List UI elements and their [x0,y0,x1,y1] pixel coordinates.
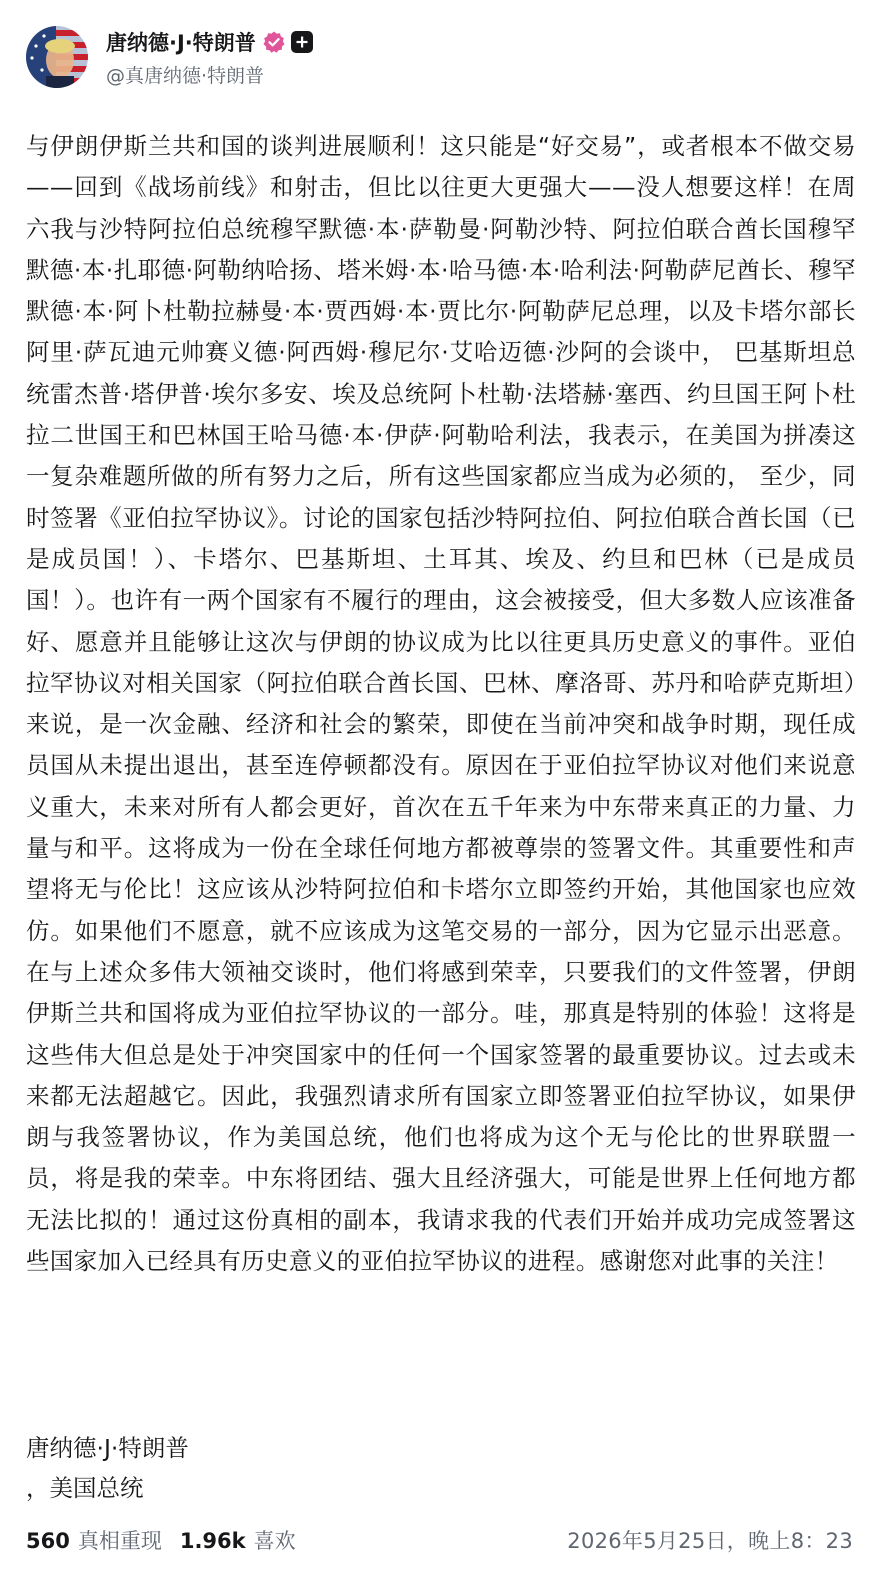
signature-name: 唐纳德·J·特朗普 [26,1434,189,1462]
likes-stat[interactable] [180,1525,296,1555]
post-stats [26,1525,296,1555]
avatar-image [26,26,88,88]
author-identity [106,27,313,88]
post-body [26,126,856,1282]
follow-button[interactable] [291,31,313,53]
retruths-label: 真相重现 [77,1529,162,1553]
post-footer [26,1522,853,1558]
retruths-count: 560 [26,1529,70,1553]
likes-count: 1.96k [179,1529,246,1553]
post-timestamp[interactable]: 2026年5月25日，晚上8：23 [567,1529,853,1553]
name-row [106,27,313,57]
verified-badge-icon [262,30,286,54]
plus-icon [295,35,309,49]
signature-title: ，美国总统 [26,1474,144,1502]
post-header [26,24,313,90]
avatar[interactable] [26,26,88,88]
retruths-stat[interactable] [26,1525,162,1555]
post-signature [26,1428,189,1508]
author-display-name[interactable]: 唐纳德·J·特朗普 [106,30,256,55]
author-handle[interactable]: @真唐纳德·特朗普 [106,64,265,87]
likes-label: 喜欢 [253,1529,296,1553]
post-text: 与伊朗伊斯兰共和国的谈判进展顺利！这只能是“好交易”，或者根本不做交易——回到《战场前线》和射击，但比以往更大更强大——没人想要这样！在周六我与沙特阿拉伯总统穆罕默德·本·萨勒曼·阿勒沙特、阿拉伯联合酋长国穆罕默德·本·扎耶德·阿勒纳哈扬、塔米姆·本·哈马德·本·哈利法·阿勒萨尼酋长、穆罕默德·本·阿卜杜勒拉赫曼·本·贾西姆·本·贾比尔·阿勒萨尼总理，以及卡塔尔部长阿里·萨瓦迪元帅赛义德·阿西姆·穆尼尔·艾哈迈德·沙阿的会谈中， 巴基斯坦总统雷杰普·塔伊普·埃尔多安、埃及总统阿卜杜勒·法塔赫·塞西、约旦国王阿卜杜拉二世国王和巴林国王哈马德·本·伊萨·阿勒哈利法，我表示，在美国为拼凑这一复杂难题所做的所有努力之后，所有这些国家都应当成为必须的， 至少，同时签署《亚伯拉罕协议》。讨论的国家包括沙特阿拉伯、阿拉伯联合酋长国（已是成员国！）、卡塔尔、巴基斯坦、土耳其、埃及、约旦和巴林（已是成员国！）。也许有一两个国家有不履行的理由，这会被接受，但大多数人应该准备好、愿意并且能够让这次与伊朗的协议成为比以往更具历史意义的事件。亚伯拉罕协议对相关国家（阿拉伯联合酋长国、巴林、摩洛哥、苏丹和哈萨克斯坦）来说，是一次金融、经济和社会的繁荣，即使在当前冲突和战争时期，现任成员国从未提出退出，甚至连停顿都没有。原因在于亚伯拉罕协议对他们来说意义重大，未来对所有人都会更好，首次在五千年来为中东带来真正的力量、力量与和平。这将成为一份在全球任何地方都被尊崇的签署文件。其重要性和声望将无与伦比！这应该从沙特阿拉伯和卡塔尔立即签约开始，其他国家也应效仿。如果他们不愿意，就不应该成为这笔交易的一部分，因为它显示出恶意。在与上述众多伟大领袖交谈时，他们将感到荣幸，只要我们的文件签署，伊朗伊斯兰共和国将成为亚伯拉罕协议的一部分。哇，那真是特别的体验！这将是这些伟大但总是处于冲突国家中的任何一个国家签署的最重要协议。过去或未来都无法超越它。因此，我强烈请求所有国家立即签署亚伯拉罕协议，如果伊朗与我签署协议，作为美国总统，他们也将成为这个无与伦比的世界联盟一员，将是我的荣幸。中东将团结、强大且经济强大，可能是世界上任何地方都无法比拟的！通过这份真相的副本，我请求我的代表们开始并成功完成签署这些国家加入已经具有历史意义的亚伯拉罕协议的进程。感谢您对此事的关注！ [26,132,856,1276]
